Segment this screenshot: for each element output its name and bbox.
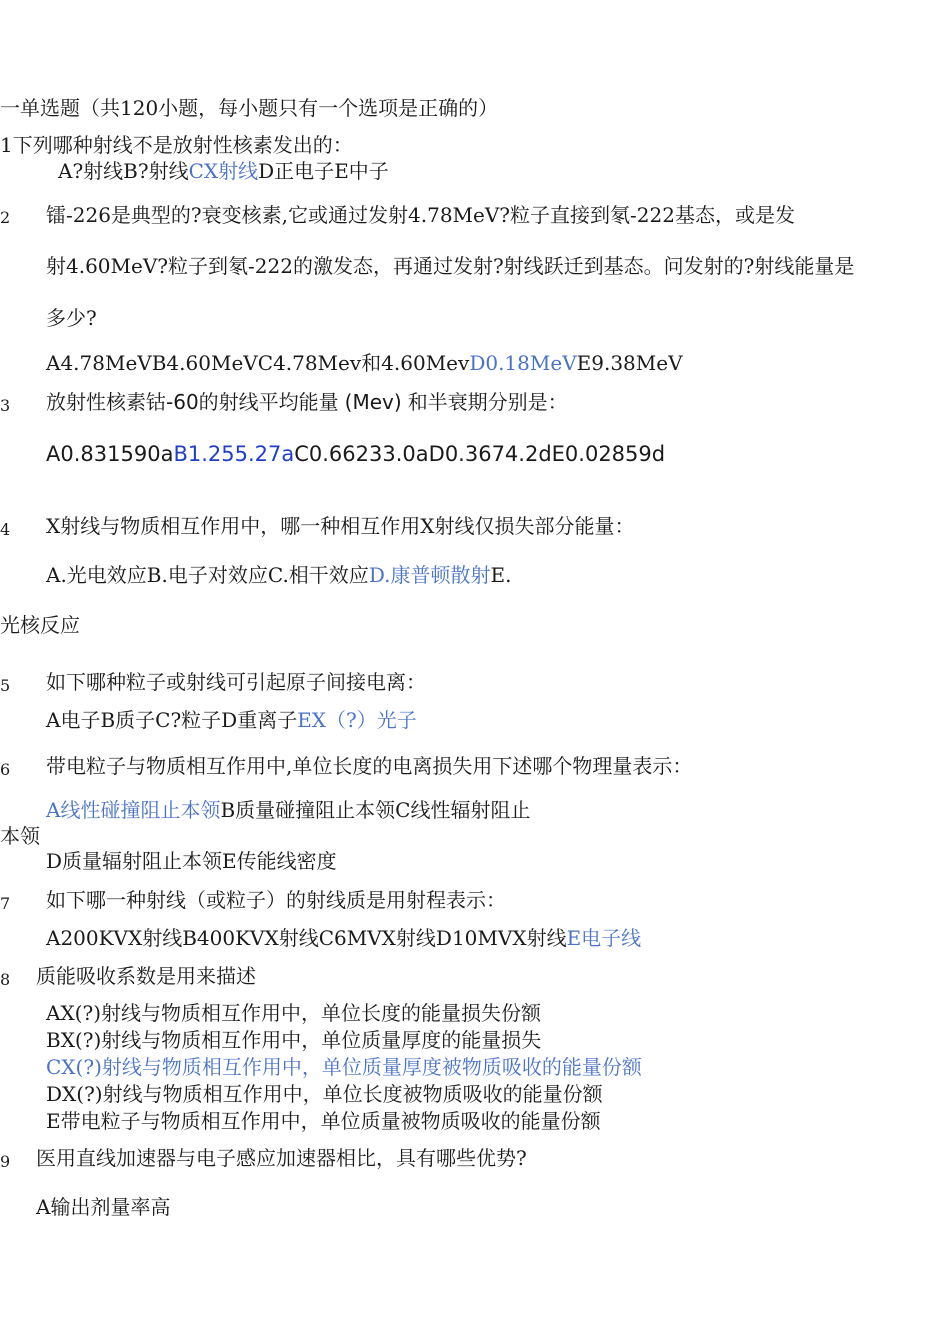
question-6-stem: 带电粒子与物质相互作用中,单位长度的电离损失用下述哪个物理量表示：	[46, 754, 693, 778]
question-8-option-e: E带电粒子与物质相互作用中，单位质量被物质吸收的能量份额	[46, 1109, 601, 1133]
question-7-number: 7	[0, 894, 11, 913]
question-2-stem-line-3: 多少?	[46, 306, 97, 330]
option-b-answer: B1.255.27a	[173, 442, 295, 466]
section-title: 一单选题（共120小题，每小题只有一个选项是正确的）	[0, 96, 499, 120]
stem-part-4: (Mev)	[344, 390, 402, 414]
option-a: A0.831590a	[46, 442, 174, 466]
question-7-stem: 如下哪一种射线（或粒子）的射线质是用射程表示：	[46, 888, 506, 912]
question-5-options	[46, 708, 417, 732]
option-b: B?射线	[123, 159, 189, 183]
stem-part-3: 的射线平均能量	[198, 390, 339, 414]
question-8-stem: 质能吸收系数是用来描述	[36, 964, 256, 988]
question-4-stem: X射线与物质相互作用中，哪一种相互作用X射线仅损失部分能量：	[46, 514, 635, 538]
question-4-option-e-continued: 光核反应	[0, 613, 80, 637]
stem-part-1: 放射性核素钴	[46, 390, 166, 414]
question-8-option-a: AX(?)射线与物质相互作用中，单位长度的能量损失份额	[46, 1001, 542, 1025]
option-d-answer: D.康普顿散射	[368, 563, 491, 587]
question-9-number: 9	[0, 1152, 11, 1171]
question-8-option-b: BX(?)射线与物质相互作用中，单位质量厚度的能量损失	[46, 1028, 542, 1052]
question-8-option-d: DX(?)射线与物质相互作用中，单位长度被物质吸收的能量份额	[46, 1082, 603, 1106]
question-1-stem: 1下列哪种射线不是放射性核素发出的：	[0, 133, 353, 157]
question-9-option-a: A输出剂量率高	[36, 1195, 171, 1219]
option-d-answer: D0.18MeV	[469, 351, 577, 375]
option-a: A?射线	[58, 159, 124, 183]
question-5-number: 5	[0, 676, 11, 695]
option-e-answer: E电子线	[566, 926, 642, 950]
option-e: E.	[490, 563, 512, 587]
question-3-number: 3	[0, 396, 11, 415]
question-3-options	[46, 442, 665, 466]
question-1-options	[58, 159, 389, 183]
question-6-option-c-continued: 本领	[0, 824, 40, 848]
options-c-e: C0.66233.0aD0.3674.2dE0.02859d	[294, 442, 666, 466]
question-2-stem-line-2: 射4.60MeV?粒子到氡-222的激发态，再通过发射?射线跃迁到基态。问发射的?射线能量是	[46, 254, 855, 278]
options-b-c: B质量碰撞阻止本领C线性辐射阻止	[220, 798, 531, 822]
option-e: E9.38MeV	[576, 351, 683, 375]
question-2-number: 2	[0, 208, 11, 227]
options-a-c: A.光电效应B.电子对效应C.相干效应	[46, 563, 369, 587]
question-2-options	[46, 351, 683, 375]
options-a-d: A200KVX射线B400KVX射线C6MVX射线D10MVX射线	[46, 926, 567, 950]
stem-part-2: -60	[166, 390, 199, 414]
question-5-stem: 如下哪种粒子或射线可引起原子间接电离：	[46, 670, 426, 694]
options-a-d: A电子B质子C?粒子D重离子	[46, 708, 298, 732]
question-6-options	[46, 798, 530, 822]
question-3-stem	[46, 390, 568, 414]
stem-part-5: 和半衰期分别是：	[407, 390, 568, 414]
option-c-answer: CX射线	[188, 159, 259, 183]
question-2-stem-line-1: 镭-226是典型的?衰变核素,它或通过发射4.78MeV?粒子直接到氡-222基态，或是发	[46, 203, 795, 227]
options-a-c: A4.78MeVB4.60MeVC4.78Mev和4.60Mev	[46, 351, 470, 375]
question-4-options	[46, 563, 511, 587]
question-8-option-c-answer: CX(?)射线与物质相互作用中，单位质量厚度被物质吸收的能量份额	[46, 1055, 642, 1079]
question-7-options	[46, 926, 641, 950]
question-8-number: 8	[0, 970, 11, 989]
option-d: D正电子	[258, 159, 335, 183]
question-6-options-d-e: D质量辐射阻止本领E传能线密度	[46, 849, 337, 873]
question-4-number: 4	[0, 520, 11, 539]
question-6-number: 6	[0, 760, 11, 779]
question-9-stem: 医用直线加速器与电子感应加速器相比，具有哪些优势?	[36, 1146, 527, 1170]
option-e-answer: EX（?）光子	[297, 708, 417, 732]
option-e: E中子	[334, 159, 389, 183]
option-a-answer: A线性碰撞阻止本领	[46, 798, 221, 822]
